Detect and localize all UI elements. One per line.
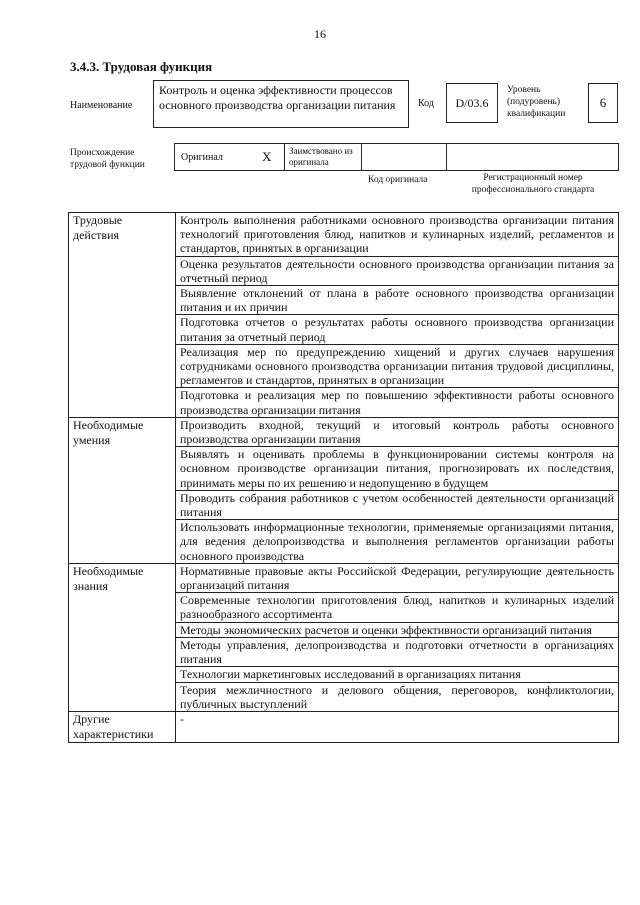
origin-label: Происхождение трудовой функции — [70, 148, 145, 170]
section-label: Другие характеристики — [69, 711, 176, 742]
original-mark: X — [262, 149, 272, 164]
table-row — [69, 711, 619, 742]
section-item: Методы экономических расчетов и оценки эффективности организаций питания — [176, 622, 619, 637]
section-item: Контроль выполнения работниками основного производства организации питания технологий приготовления блюд, напитков и кулинарных изделий, регламентов и стандартов, принятых в организации — [176, 213, 619, 257]
code-original-caption: Код оригинала — [368, 175, 428, 185]
function-table — [68, 212, 619, 743]
table-row — [69, 213, 619, 257]
section-item: Технологии маркетинговых исследований в организациях питания — [176, 667, 619, 682]
name-label: Наименование — [70, 100, 133, 111]
section-label: Необходимые умения — [69, 417, 176, 563]
level-value: 6 — [588, 83, 618, 123]
table-row — [69, 563, 619, 592]
section-item: Подготовка и реализация мер по повышению эффективности работы основного производства организации питания — [176, 388, 619, 417]
code-label: Код — [418, 98, 434, 109]
section-item: Современные технологии приготовления блюд, напитков и кулинарных изделий разнообразного ассортимента — [176, 593, 619, 622]
section-label: Трудовые действия — [69, 213, 176, 418]
table-row — [69, 417, 619, 446]
section-title: 3.4.3. Трудовая функция — [70, 59, 213, 74]
section-item: Реализация мер по предупреждению хищений и других случаев нарушения сотрудниками основного производства организации питания трудовой дисциплины, регламентов и стандартов, принятых в организации — [176, 344, 619, 388]
borrowed-label: Заимствовано из оригинала — [289, 146, 353, 167]
section-item: Теория межличностного и делового общения, переговоров, конфликтологии, публичных выступлений — [176, 682, 619, 711]
section-item: Подготовка отчетов о результатах работы основного производства организации питания за отчетный период — [176, 315, 619, 344]
reg-number-caption: Регистрационный номер профессионального стандарта — [471, 173, 595, 195]
level-label: Уровень (подуровень) квалификации — [507, 85, 566, 119]
section-item: Использовать информационные технологии, применяемые организациями питания, для ведения делопроизводства и выполнения регламентов организации работы основного производства — [176, 520, 619, 564]
section-item: Производить входной, текущий и итоговый контроль работы основного производства организации питания — [176, 417, 619, 446]
original-label: Оригинал — [181, 152, 223, 163]
origin-box — [174, 143, 619, 171]
section-item: Проводить собрания работников с учетом особенностей деятельности организаций питания — [176, 490, 619, 519]
section-item: Выявление отклонений от плана в работе основного производства организации питания и их причин — [176, 286, 619, 315]
section-item: Оценка результатов деятельности основного производства организации питания за отчетный период — [176, 256, 619, 285]
section-item: Методы управления, делопроизводства и подготовки отчетности в организациях питания — [176, 637, 619, 666]
function-name: Контроль и оценка эффективности процессов основного производства организации питания — [153, 80, 409, 128]
code-value: D/03.6 — [446, 83, 498, 123]
section-item: - — [176, 711, 619, 742]
divider — [361, 143, 362, 171]
section-item: Нормативные правовые акты Российской Федерации, регулирующие деятельность организаций питания — [176, 563, 619, 592]
divider — [284, 143, 285, 171]
section-label: Необходимые знания — [69, 563, 176, 711]
section-item: Выявлять и оценивать проблемы в функционировании системы контроля на основном производстве организации питания, прогнозировать их последствия, принимать меры по их решению и недопущению в будущем — [176, 447, 619, 491]
divider — [446, 143, 447, 171]
page-number: 16 — [314, 27, 326, 41]
